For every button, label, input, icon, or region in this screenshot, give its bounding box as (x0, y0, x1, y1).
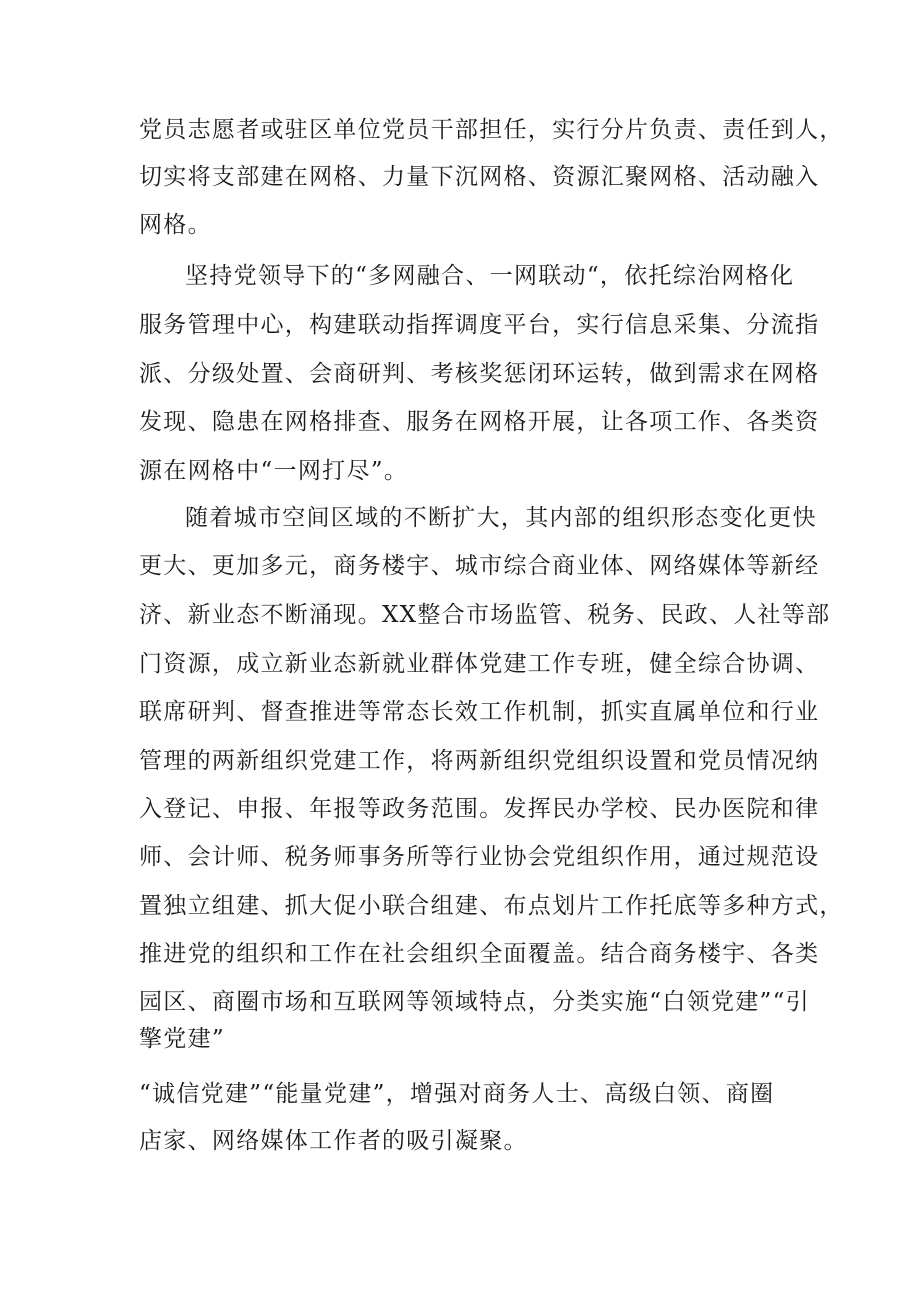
paragraph-1-line-2: 切实将支部建在网格、力量下沉网格、资源汇聚网格、活动融入 (139, 164, 820, 190)
paragraph-3-line-8: 师、会计师、税务师事务所等行业协会党组织作用，通过规范设 (139, 844, 820, 870)
paragraph-1-line-3: 网格。 (139, 212, 212, 238)
paragraph-2-line-1: 坚持党领导下的“多网融合、一网联动“，依托综治网格化 (185, 263, 795, 289)
paragraph-1-line-1: 党员志愿者或驻区单位党员干部担任，实行分片负责、责任到人， (139, 117, 844, 143)
paragraph-3-line-10: 推进党的组织和工作在社会组织全面覆盖。结合商务楼宇、各类 (139, 941, 820, 967)
paragraph-2-line-5: 源在网格中“一网打尽”。 (139, 458, 409, 484)
paragraph-3-line-12: 擎党建” (139, 1026, 225, 1052)
paragraph-4-line-1: “诚信党建”“能量党建”，增强对商务人士、高级白领、商圈 (139, 1081, 775, 1107)
paragraph-3-line-4: 门资源，成立新业态新就业群体党建工作专班，健全综合协调、 (139, 651, 820, 677)
paragraph-3-line-6: 管理的两新组织党建工作，将两新组织党组织设置和党员情况纳 (139, 748, 820, 774)
paragraph-3-line-1: 随着城市空间区域的不断扩大，其内部的组织形态变化更快 (185, 505, 817, 531)
paragraph-2-line-4: 发现、隐患在网格排查、服务在网格开展，让各项工作、各类资 (139, 409, 820, 435)
paragraph-3-line-11: 园区、商圈市场和互联网等领域特点，分类实施“白领党建”“引 (139, 989, 810, 1015)
paragraph-3-line-7: 入登记、申报、年报等政务范围。发挥民办学校、民办医院和律 (139, 796, 820, 822)
paragraph-3-line-9: 置独立组建、抓大促小联合组建、布点划片工作托底等多种方式， (139, 893, 844, 919)
paragraph-2-line-2: 服务管理中心，构建联动指挥调度平台，实行信息采集、分流指 (139, 312, 820, 338)
paragraph-3-line-3: 济、新业态不断涌现。XX整合市场监管、税务、民政、人社等部 (139, 602, 831, 628)
paragraph-3-line-2: 更大、更加多元，商务楼宇、城市综合商业体、网络媒体等新经 (139, 553, 820, 579)
paragraph-2-line-3: 派、分级处置、会商研判、考核奖惩闭环运转，做到需求在网格 (139, 361, 820, 387)
paragraph-3-line-5: 联席研判、督查推进等常态长效工作机制，抓实直属单位和行业 (139, 699, 820, 725)
paragraph-4-line-2: 店家、网络媒体工作者的吸引凝聚。 (139, 1128, 528, 1154)
